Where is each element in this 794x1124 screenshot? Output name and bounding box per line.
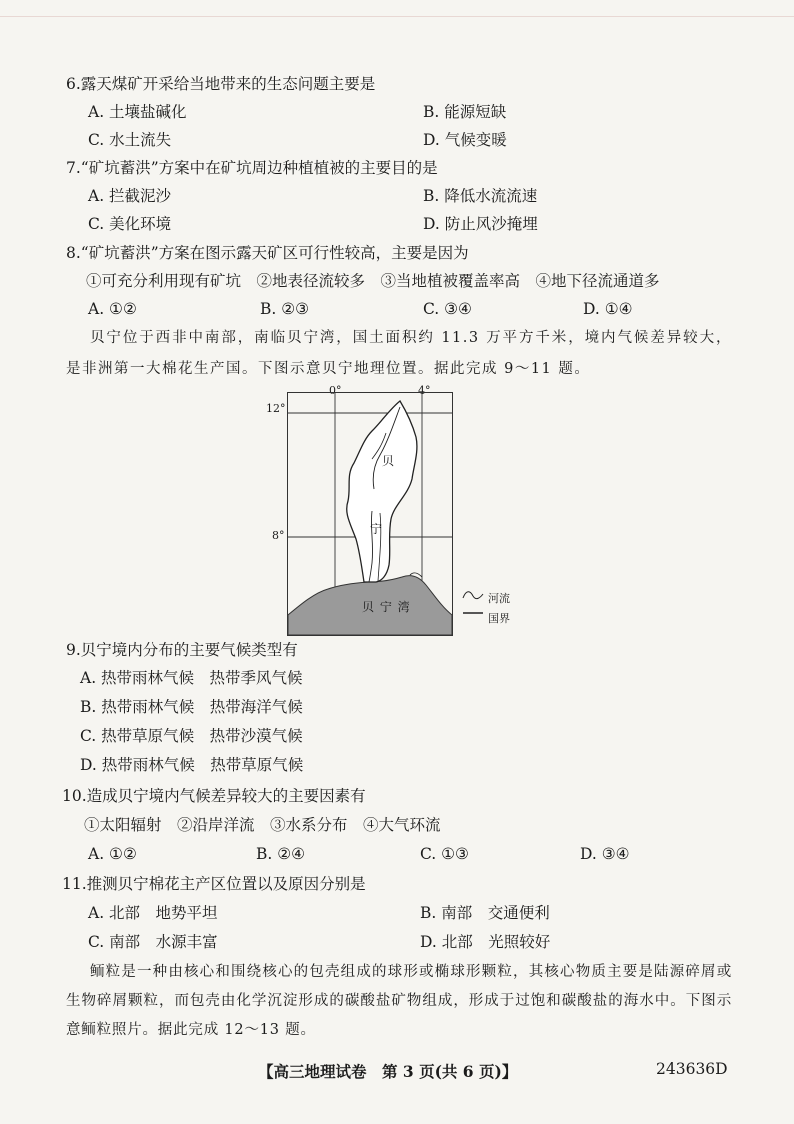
q11-option-a: A. 北部 地势平坦 xyxy=(88,904,218,922)
top-border-line xyxy=(0,16,794,17)
map-frame xyxy=(287,392,453,636)
longitude-label-4: 4° xyxy=(418,384,431,397)
q7-stem: 7.“矿坑蓄洪”方案中在矿坑周边种植植被的主要目的是 xyxy=(66,159,438,177)
footer-page-info: 【高三地理试卷 第 3 页(共 6 页)】 xyxy=(258,1062,518,1081)
q8-option-a: A. ①② xyxy=(88,300,137,318)
legend-river-label: 河流 xyxy=(488,592,510,605)
q10-items: ①太阳辐射 ②沿岸洋流 ③水系分布 ④大气环流 xyxy=(84,816,441,834)
longitude-label-0: 0° xyxy=(329,384,342,397)
q7-option-d: D. 防止风沙掩埋 xyxy=(423,215,538,233)
country-label-ning: 宁 xyxy=(370,522,383,536)
q9-option-b: B. 热带雨林气候 热带海洋气候 xyxy=(80,698,303,716)
benin-border xyxy=(347,401,417,582)
q8-option-d: D. ①④ xyxy=(583,300,633,318)
footer-exam-code: 243636D xyxy=(656,1060,728,1078)
q10-option-a: A. ①② xyxy=(88,845,137,863)
q6-option-c: C. 水土流失 xyxy=(88,131,172,149)
q11-option-c: C. 南部 水源丰富 xyxy=(88,933,218,951)
q10-option-c: C. ①③ xyxy=(420,845,469,863)
q6-option-d: D. 气候变暖 xyxy=(423,131,507,149)
q9-option-c: C. 热带草原气候 热带沙漠气候 xyxy=(80,727,303,745)
passage-benin: 贝宁位于西非中南部，南临贝宁湾，国土面积约 11.3 万平方千米，境内气候差异较大，是非洲第一大棉花生产国。下图示意贝宁地理位置。据此完成 9～11 题。 xyxy=(66,330,732,377)
q8-option-c: C. ③④ xyxy=(423,300,472,318)
q11-option-d: D. 北部 光照较好 xyxy=(420,933,551,951)
q8-option-b: B. ②③ xyxy=(260,300,310,318)
q7-option-c: C. 美化环境 xyxy=(88,215,172,233)
river-legend-symbol xyxy=(462,588,484,602)
q8-stem: 8.“矿坑蓄洪”方案在图示露天矿区可行性较高，主要是因为 xyxy=(66,244,469,262)
border-legend-symbol xyxy=(462,608,484,618)
map-drawing xyxy=(288,393,452,635)
q8-items: ①可充分利用现有矿坑 ②地表径流较多 ③当地植被覆盖率高 ④地下径流通道多 xyxy=(86,272,660,290)
q7-option-b: B. 降低水流流速 xyxy=(423,187,538,205)
legend-border-label: 国界 xyxy=(488,612,510,625)
q11-stem: 11.推测贝宁棉花主产区位置以及原因分别是 xyxy=(62,875,366,893)
q9-option-d: D. 热带雨林气候 热带草原气候 xyxy=(80,756,304,774)
q6-stem: 6.露天煤矿开采给当地带来的生态问题主要是 xyxy=(66,75,376,93)
q6-option-b: B. 能源短缺 xyxy=(423,103,507,121)
q10-stem: 10.造成贝宁境内气候差异较大的主要因素有 xyxy=(62,787,366,805)
q9-option-a: A. 热带雨林气候 热带季风气候 xyxy=(80,669,303,687)
q10-option-d: D. ③④ xyxy=(580,845,630,863)
latitude-label-12: 12° xyxy=(266,402,286,415)
q9-stem: 9.贝宁境内分布的主要气候类型有 xyxy=(66,641,298,659)
q11-option-b: B. 南部 交通便利 xyxy=(420,904,550,922)
q7-option-a: A. 拦截泥沙 xyxy=(88,187,172,205)
latitude-label-8: 8° xyxy=(272,529,285,542)
bay-label: 贝 宁 湾 xyxy=(362,600,411,614)
country-label-bei: 贝 xyxy=(382,454,395,468)
q6-option-a: A. 土壤盐碱化 xyxy=(88,103,187,121)
passage-ooid: 鲕粒是一种由核心和围绕核心的包壳组成的球形或椭球形颗粒，其核心物质主要是陆源碎屑或生物碎屑颗粒，而包壳由化学沉淀形成的碳酸盐矿物组成，形成于过饱和碳酸盐的海水中。下图示意鲕粒照片。据此完成 12～13 题。 xyxy=(66,964,732,1038)
q10-option-b: B. ②④ xyxy=(256,845,306,863)
